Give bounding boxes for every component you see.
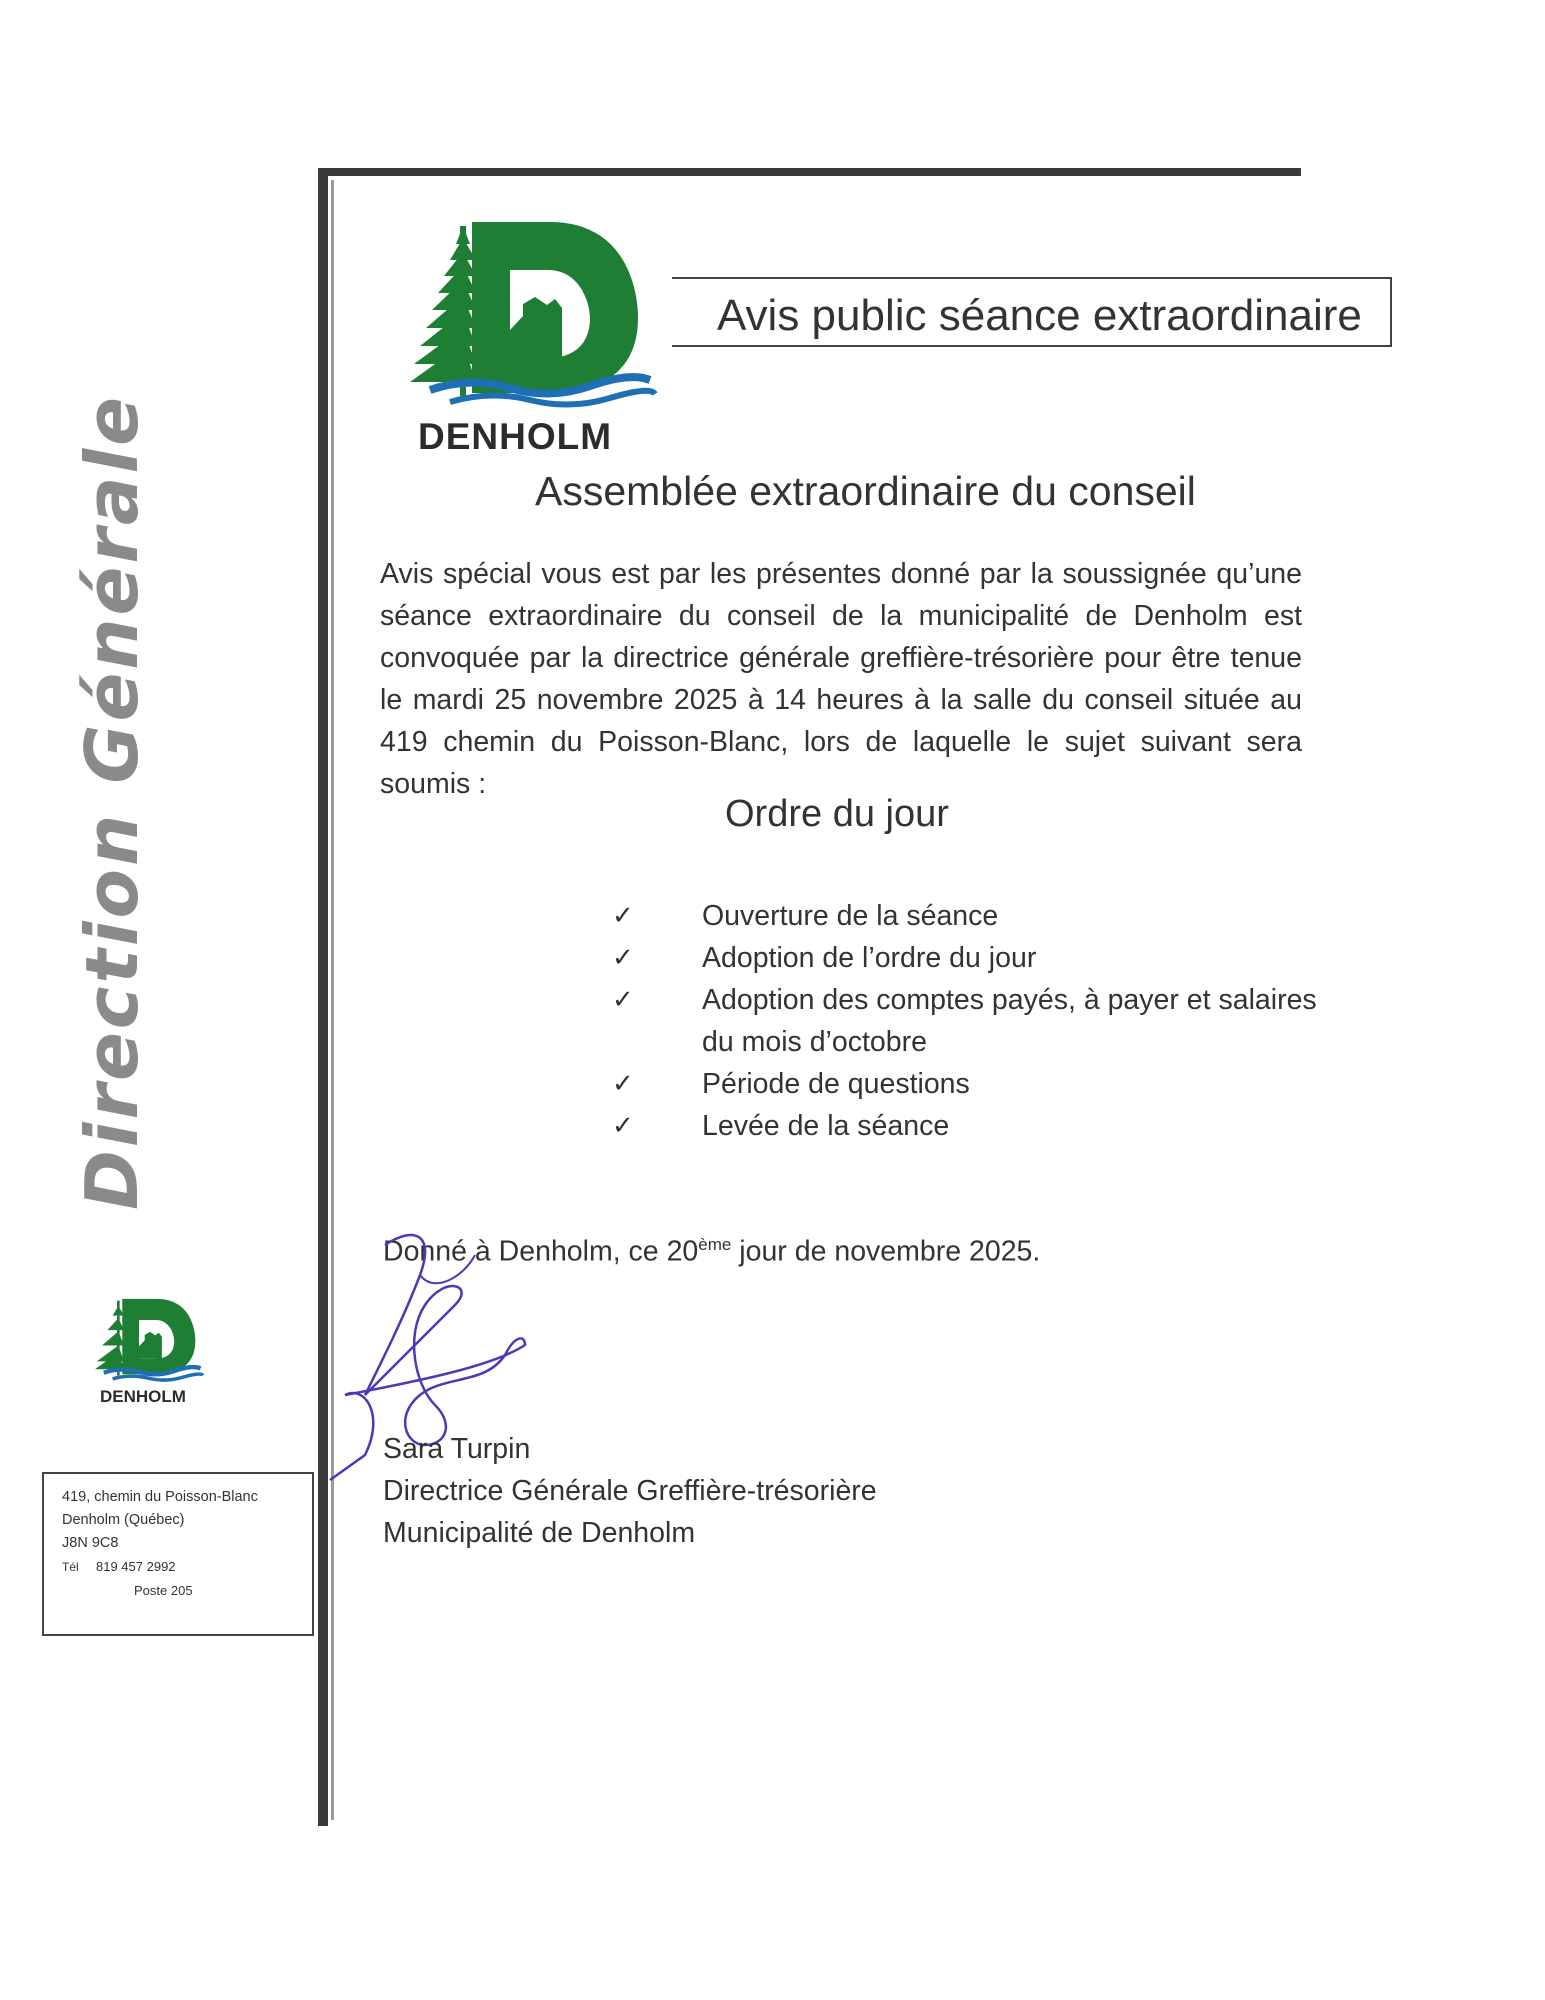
address-phone	[62, 1555, 312, 1579]
checkmark-icon: ✓	[612, 985, 634, 1015]
phone-label: Tél	[62, 1560, 79, 1574]
agenda-item-text: Adoption des comptes payés, à payer et salaires du mois d’octobre	[702, 984, 1317, 1058]
frame-left-inner-rule	[331, 180, 334, 1820]
agenda-item-text: Ouverture de la séance	[702, 900, 999, 932]
frame-left-rule	[318, 168, 328, 1826]
agenda-item-text: Adoption de l’ordre du jour	[702, 942, 1037, 974]
banner-rule-right	[1390, 277, 1392, 347]
agenda-title: Ordre du jour	[725, 793, 949, 835]
agenda-item-text: Période de questions	[702, 1068, 970, 1100]
checkmark-icon: ✓	[612, 943, 634, 973]
agenda-item-text: Levée de la séance	[702, 1110, 950, 1142]
denholm-logo-small	[95, 1295, 220, 1405]
notice-body: Avis spécial vous est par les présentes donné par la soussignée qu’une séance extraordinaire du conseil de la municipalité de Denholm est convoquée par la directrice générale greffière-trésorière pour être tenue le mardi 25 novembre 2025 à 14 heures à la salle du conseil située au 419 chemin du Poisson-Blanc, lors de laquelle le sujet suivant sera soumis :	[380, 558, 1302, 800]
assembly-title: Assemblée extraordinaire du conseil	[535, 468, 1196, 514]
logo-wordmark: DENHOLM	[418, 416, 613, 457]
banner-rule-bottom	[672, 345, 1392, 347]
side-title: Direction Générale	[70, 394, 154, 1210]
phone-number: 819 457 2992	[96, 1559, 176, 1574]
signer-block	[383, 1428, 877, 1554]
denholm-logo	[410, 218, 660, 458]
address-street: 419, chemin du Poisson-Blanc	[62, 1489, 258, 1505]
list-item	[612, 1105, 1332, 1147]
denholm-logo-icon	[410, 218, 660, 413]
checkmark-icon: ✓	[612, 901, 634, 931]
banner-rule-top	[672, 277, 1392, 279]
signer-role: Directrice Générale Greffière-trésorière	[383, 1475, 877, 1507]
denholm-logo-small-icon	[95, 1295, 205, 1385]
phone-extension: Poste 205	[134, 1583, 193, 1598]
given-prefix: Donné à Denholm, ce 20	[383, 1235, 699, 1268]
logo-small-wordmark: DENHOLM	[100, 1387, 186, 1406]
address-city: Denholm (Québec)	[62, 1512, 185, 1528]
frame-top-rule	[318, 168, 1301, 176]
given-suffix: jour de novembre 2025.	[731, 1235, 1041, 1268]
given-ordinal: ème	[698, 1235, 732, 1254]
page-title: Avis public séance extraordinaire	[717, 291, 1362, 340]
list-item	[612, 1063, 1332, 1105]
list-item	[612, 937, 1332, 979]
address-box	[42, 1472, 314, 1636]
agenda-list	[612, 895, 1332, 1147]
signer-name: Sara Turpin	[383, 1433, 531, 1465]
list-item	[612, 895, 1332, 937]
address-postal: J8N 9C8	[62, 1535, 119, 1551]
checkmark-icon: ✓	[612, 1111, 634, 1141]
signer-organization: Municipalité de Denholm	[383, 1517, 696, 1549]
list-item	[612, 979, 1332, 1063]
checkmark-icon: ✓	[612, 1069, 634, 1099]
header-banner	[672, 277, 1392, 347]
